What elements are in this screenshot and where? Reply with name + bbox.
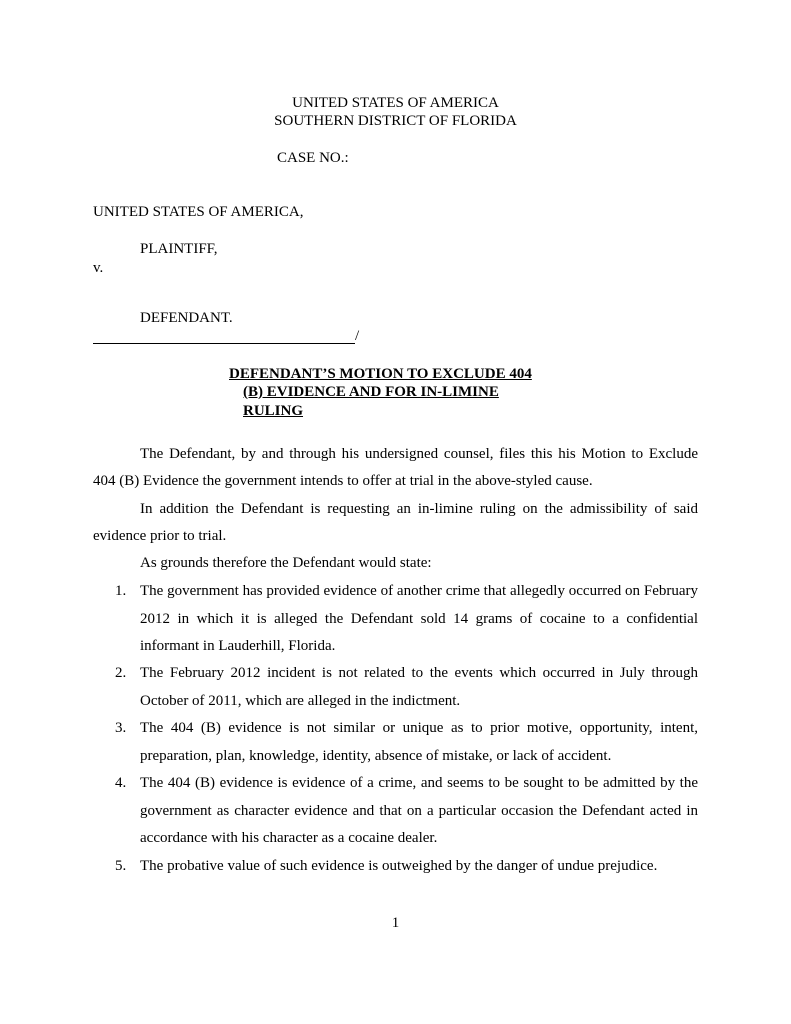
case-number-label: CASE NO.:: [277, 150, 349, 166]
plaintiff-name: UNITED STATES OF AMERICA,: [93, 204, 304, 220]
list-item: [115, 715, 698, 770]
motion-title-line3: RULING: [243, 403, 304, 419]
motion-title-line2: (B) EVIDENCE AND FOR IN-LIMINE: [243, 384, 499, 400]
list-text: The February 2012 incident is not related to the events which occurred in July through October of 2011, which are alleged in the indictment.: [140, 665, 698, 709]
list-item: [115, 853, 698, 881]
in-limine-paragraph: In addition the Defendant is requesting an in-limine ruling on the admissibility of said evidence prior to trial.: [93, 501, 698, 544]
versus-label: v.: [93, 260, 104, 276]
list-text: The 404 (B) evidence is evidence of a crime, and seems to be sought to be admitted by the government as character evidence and that on a particular occasion the Defendant acted in accordance with his character as a cocaine dealer.: [140, 775, 698, 846]
plaintiff-role: PLAINTIFF,: [140, 241, 218, 257]
list-item: [115, 770, 698, 853]
court-name: UNITED STATES OF AMERICA: [292, 95, 499, 111]
court-district: SOUTHERN DISTRICT OF FLORIDA: [274, 113, 517, 129]
list-number: 1.: [115, 583, 127, 599]
list-item: [115, 578, 698, 661]
list-text: The government has provided evidence of another crime that allegedly occurred on February 2012 in which it is alleged the Defendant sold 14 grams of cocaine to a confidential informant in Lauderhill, Florida.: [140, 583, 698, 654]
list-text: The probative value of such evidence is outweighed by the danger of undue prejudice.: [140, 858, 658, 874]
list-text: The 404 (B) evidence is not similar or unique as to prior motive, opportunity, intent, preparation, plan, knowledge, identity, absence of mistake, or lack of accident.: [140, 720, 698, 764]
grounds-intro: As grounds therefore the Defendant would state:: [140, 555, 432, 571]
page-number: 1: [391, 915, 400, 931]
caption-divider-line: [93, 343, 355, 344]
list-number: 3.: [115, 720, 127, 736]
list-item: [115, 660, 698, 715]
list-number: 4.: [115, 775, 127, 791]
caption-slash: /: [355, 328, 360, 344]
intro-paragraph: The Defendant, by and through his undersigned counsel, files this his Motion to Exclude 404 (B) Evidence the government intends to offer at trial in the above-styled cause.: [93, 446, 698, 489]
motion-title-line1: DEFENDANT’S MOTION TO EXCLUDE 404: [229, 366, 532, 382]
defendant-role: DEFENDANT.: [140, 310, 233, 326]
list-number: 2.: [115, 665, 127, 681]
list-number: 5.: [115, 858, 127, 874]
